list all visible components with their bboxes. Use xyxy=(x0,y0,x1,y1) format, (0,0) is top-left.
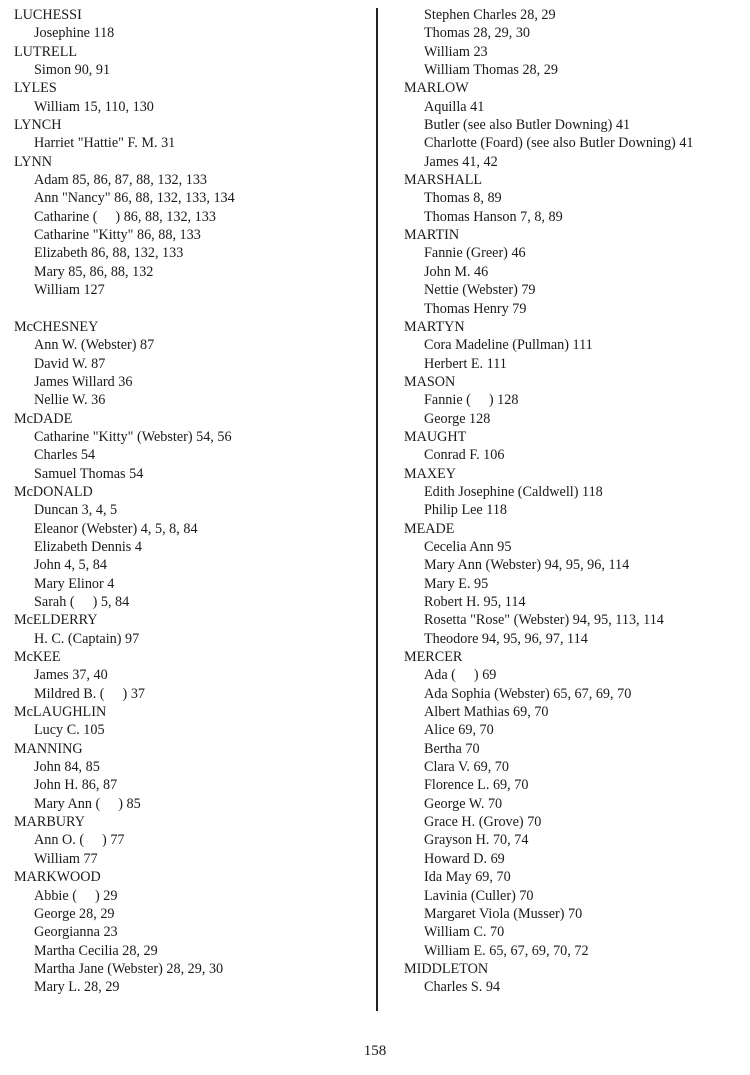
index-name-entry: Grayson H. 70, 74 xyxy=(424,832,529,849)
index-name-entry: Simon 90, 91 xyxy=(34,62,111,79)
entry-pages-part: ) 128 xyxy=(488,392,519,409)
index-surname-heading: McKEE xyxy=(14,649,61,666)
index-name-entry xyxy=(14,887,369,905)
index-name-entry: William 23 xyxy=(424,43,488,60)
index-name-entry: Nellie W. 36 xyxy=(34,392,106,409)
index-name-entry: William 77 xyxy=(34,850,98,867)
index-name-entry: Charles 54 xyxy=(34,447,96,464)
index-name-entry: Grace H. (Grove) 70 xyxy=(424,814,542,831)
index-surname-heading: LUTRELL xyxy=(14,43,78,60)
index-surname-heading: McDADE xyxy=(14,410,73,427)
index-name-entry: Charlotte (Foard) (see also Butler Downing) 41 xyxy=(424,135,694,152)
index-name-entry: Mary L. 28, 29 xyxy=(34,979,120,996)
index-name-entry: Harriet "Hattie" F. M. 31 xyxy=(34,135,176,152)
entry-name-part: Catharine ( xyxy=(34,208,98,225)
index-name-entry: Catharine "Kitty" 86, 88, 133 xyxy=(34,227,201,244)
index-name-entry: Duncan 3, 4, 5 xyxy=(34,502,118,519)
index-name-entry: John H. 86, 87 xyxy=(34,777,118,794)
index-name-entry: Catharine "Kitty" (Webster) 54, 56 xyxy=(34,428,232,445)
entry-name-part: Fannie ( xyxy=(424,392,471,409)
index-name-entry: Lavinia (Culler) 70 xyxy=(424,887,534,904)
index-name-entry: John 4, 5, 84 xyxy=(34,557,107,574)
index-surname-heading: LYNN xyxy=(14,153,52,170)
index-column-right xyxy=(404,6,749,997)
index-surname-heading: MARBURY xyxy=(14,814,85,831)
entry-name-part: Abbie ( xyxy=(34,887,77,904)
entry-pages-part: ) 5, 84 xyxy=(92,594,130,610)
index-surname-heading: LYNCH xyxy=(14,117,62,134)
index-name-entry: William 127 xyxy=(34,282,105,299)
index-name-entry: George W. 70 xyxy=(424,795,503,812)
index-name-entry: James 37, 40 xyxy=(34,667,108,684)
index-name-entry: Conrad F. 106 xyxy=(424,447,505,464)
index-surname-heading: MARSHALL xyxy=(404,172,483,189)
entry-pages-part: ) 29 xyxy=(94,887,118,904)
index-name-entry: Adam 85, 86, 87, 88, 132, 133 xyxy=(34,172,208,189)
index-name-entry: Georgianna 23 xyxy=(34,924,118,941)
page-number: 158 xyxy=(363,1043,387,1059)
index-name-entry: Elizabeth 86, 88, 132, 133 xyxy=(34,245,184,262)
index-name-entry: Edith Josephine (Caldwell) 118 xyxy=(424,483,603,500)
index-surname-heading: McCHESNEY xyxy=(14,318,99,335)
index-name-entry: Florence L. 69, 70 xyxy=(424,777,529,794)
index-name-entry: Eleanor (Webster) 4, 5, 8, 84 xyxy=(34,520,198,537)
index-name-entry: William C. 70 xyxy=(424,924,505,941)
index-name-entry: Martha Cecilia 28, 29 xyxy=(34,942,158,959)
index-name-entry: Elizabeth Dennis 4 xyxy=(34,538,142,555)
index-name-entry: George 28, 29 xyxy=(34,905,115,922)
index-surname-heading: McLAUGHLIN xyxy=(14,704,107,721)
index-name-entry: Nettie (Webster) 79 xyxy=(424,282,536,299)
index-name-entry xyxy=(404,666,749,684)
column-divider xyxy=(376,8,378,1011)
index-surname-heading: LYLES xyxy=(14,80,57,97)
index-surname-heading: McELDERRY xyxy=(14,612,98,629)
index-name-entry: Aquilla 41 xyxy=(424,98,485,115)
index-name-entry: Margaret Viola (Musser) 70 xyxy=(424,905,583,922)
index-surname-heading: MARTIN xyxy=(404,227,460,244)
index-name-entry: William 15, 110, 130 xyxy=(34,98,154,115)
index-name-entry: James Willard 36 xyxy=(34,373,133,390)
index-name-entry: Philip Lee 118 xyxy=(424,502,508,519)
index-name-entry: Alice 69, 70 xyxy=(424,722,494,739)
index-name-entry: John 84, 85 xyxy=(34,759,100,776)
index-name-entry: Ada Sophia (Webster) 65, 67, 69, 70 xyxy=(424,685,632,702)
index-column-left xyxy=(14,6,369,997)
index-name-entry: Thomas Henry 79 xyxy=(424,300,527,317)
index-name-entry: David W. 87 xyxy=(34,355,106,372)
index-name-entry xyxy=(14,795,369,813)
index-name-entry: Cora Madeline (Pullman) 111 xyxy=(424,337,593,354)
index-name-entry: Ann "Nancy" 86, 88, 132, 133, 134 xyxy=(34,190,235,207)
index-name-entry: Clara V. 69, 70 xyxy=(424,759,509,776)
index-name-entry xyxy=(14,685,369,703)
index-name-entry: John M. 46 xyxy=(424,263,489,280)
index-name-entry: Rosetta "Rose" (Webster) 94, 95, 113, 114 xyxy=(424,612,664,629)
index-surname-heading: MEADE xyxy=(404,520,455,537)
index-surname-heading: MARTYN xyxy=(404,318,465,335)
index-name-entry: Ann W. (Webster) 87 xyxy=(34,337,155,354)
index-surname-heading: MAXEY xyxy=(404,465,457,482)
index-name-entry: William Thomas 28, 29 xyxy=(424,62,558,79)
index-name-entry: George 128 xyxy=(424,410,491,427)
entry-name-part: Sarah ( xyxy=(34,594,75,610)
index-name-entry: Mary Ann (Webster) 94, 95, 96, 114 xyxy=(424,557,630,574)
index-surname-heading: MAUGHT xyxy=(404,428,467,445)
index-name-entry: Herbert E. 111 xyxy=(424,355,507,372)
index-name-entry: Thomas Hanson 7, 8, 89 xyxy=(424,208,563,225)
index-name-entry xyxy=(14,831,369,849)
entry-pages-part: ) 69 xyxy=(473,667,497,684)
index-name-entry: Mary Elinor 4 xyxy=(34,575,115,592)
index-name-entry: Butler (see also Butler Downing) 41 xyxy=(424,117,631,134)
index-name-entry xyxy=(14,208,369,226)
index-name-entry: Ida May 69, 70 xyxy=(424,869,511,886)
index-surname-heading: MARKWOOD xyxy=(14,869,101,886)
index-name-entry: Cecelia Ann 95 xyxy=(424,538,512,555)
index-name-entry: Josephine 118 xyxy=(34,25,115,42)
entry-name-part: Mildred B. ( xyxy=(34,685,105,702)
index-surname-heading: MARLOW xyxy=(404,80,469,97)
entry-name-part: Ada ( xyxy=(424,667,456,684)
entry-name-part: Ann O. ( xyxy=(34,832,85,849)
entry-pages-part: ) 77 xyxy=(102,832,125,849)
index-name-entry: Mary E. 95 xyxy=(424,575,489,592)
entry-pages-part: ) 85 xyxy=(118,795,141,812)
index-surname-heading: MERCER xyxy=(404,649,463,666)
index-name-entry: Stephen Charles 28, 29 xyxy=(424,7,556,23)
index-name-entry: Howard D. 69 xyxy=(424,850,505,867)
index-name-entry: Mary 85, 86, 88, 132 xyxy=(34,263,154,280)
index-name-entry: Thomas 8, 89 xyxy=(424,190,502,207)
entry-name-part: Mary Ann ( xyxy=(34,795,101,812)
index-name-entry: Martha Jane (Webster) 28, 29, 30 xyxy=(34,960,224,977)
index-surname-heading: McDONALD xyxy=(14,483,93,500)
index-name-entry: Samuel Thomas 54 xyxy=(34,465,144,482)
index-name-entry: Theodore 94, 95, 96, 97, 114 xyxy=(424,630,588,647)
index-surname-heading: LUCHESSI xyxy=(14,7,82,23)
blank-spacer xyxy=(14,300,369,318)
index-name-entry xyxy=(14,593,369,611)
index-name-entry: William E. 65, 67, 69, 70, 72 xyxy=(424,942,589,959)
index-name-entry: Robert H. 95, 114 xyxy=(424,594,526,610)
index-name-entry: Albert Mathias 69, 70 xyxy=(424,704,549,721)
index-surname-heading: MIDDLETON xyxy=(404,960,489,977)
index-name-entry: Thomas 28, 29, 30 xyxy=(424,25,531,42)
index-surname-heading: MASON xyxy=(404,373,456,390)
entry-pages-part: ) 86, 88, 132, 133 xyxy=(115,208,216,225)
index-name-entry: Fannie (Greer) 46 xyxy=(424,245,526,262)
index-name-entry: James 41, 42 xyxy=(424,153,498,170)
index-name-entry xyxy=(404,391,749,409)
index-surname-heading: MANNING xyxy=(14,740,83,757)
index-name-entry: Charles S. 94 xyxy=(424,979,501,996)
entry-pages-part: ) 37 xyxy=(122,685,146,702)
index-name-entry: Lucy C. 105 xyxy=(34,722,105,739)
index-name-entry: Bertha 70 xyxy=(424,740,480,757)
index-name-entry: H. C. (Captain) 97 xyxy=(34,630,140,647)
